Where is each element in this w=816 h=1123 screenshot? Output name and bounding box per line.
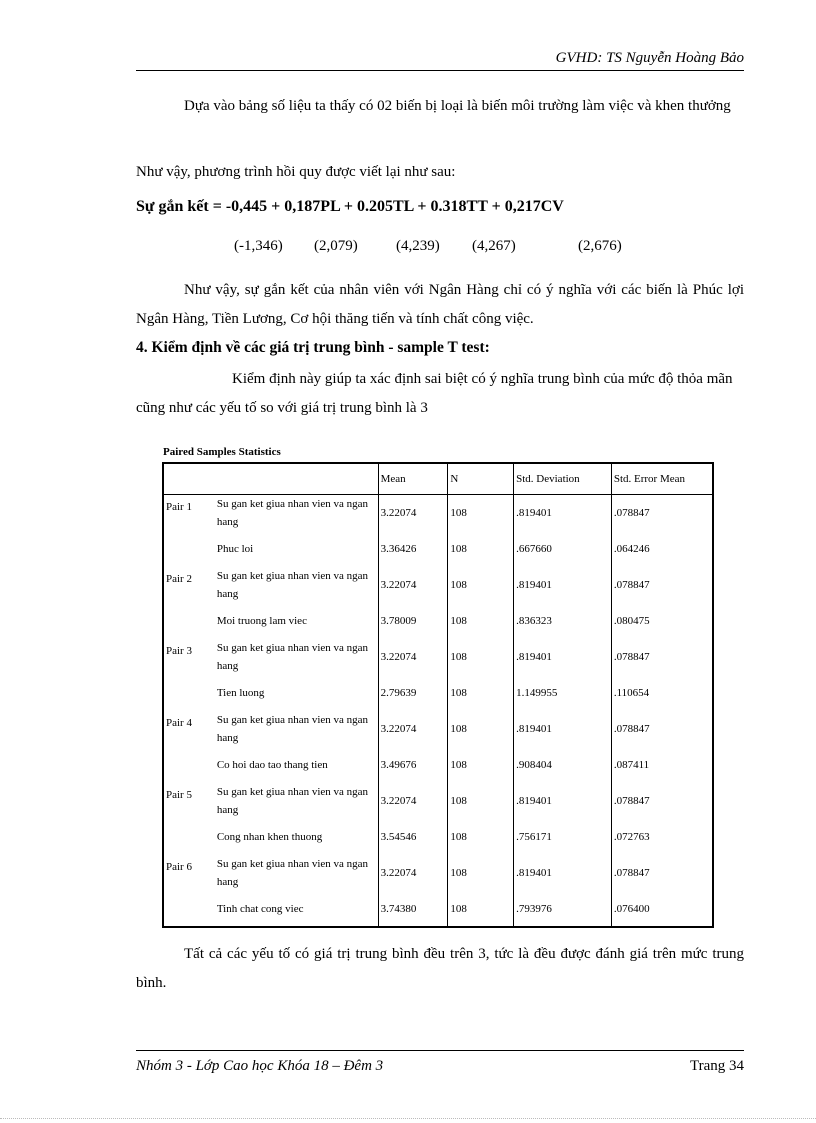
- footer-rule: [136, 1050, 744, 1051]
- table-row: [163, 747, 713, 783]
- std-error-mean-value: .078847: [611, 639, 713, 675]
- t-value-1: (-1,346): [234, 238, 283, 254]
- std-error-mean-value: .080475: [611, 603, 713, 639]
- variable-name: Su gan ket giua nhan vien va ngan hang: [216, 858, 369, 888]
- table-row: [163, 531, 713, 567]
- variable-name: Su gan ket giua nhan vien va ngan hang: [216, 642, 369, 672]
- column-header: N: [448, 463, 514, 495]
- page-edge: [0, 1118, 816, 1119]
- std-error-mean-value: .076400: [611, 891, 713, 927]
- std-deviation-value: .756171: [514, 819, 612, 855]
- t-value-3: (4,239): [396, 238, 440, 254]
- table-row: [163, 891, 713, 927]
- t-value-2: (2,079): [314, 238, 358, 254]
- table-row: [163, 855, 713, 891]
- table-row: [163, 711, 713, 747]
- n-value: 108: [448, 675, 514, 711]
- variable-name: Tinh chat cong viec: [216, 902, 304, 915]
- n-value: 108: [448, 711, 514, 747]
- std-deviation-value: .819401: [514, 567, 612, 603]
- regression-equation: Sự gắn kết = -0,445 + 0,187PL + 0.205TL + 0.318TT + 0,217CV: [136, 198, 564, 215]
- n-value: 108: [448, 819, 514, 855]
- column-header: Std. Error Mean: [611, 463, 713, 495]
- mean-value: 3.22074: [378, 639, 448, 675]
- std-deviation-value: .819401: [514, 711, 612, 747]
- paragraph-2: Như vậy, phương trình hồi quy được viết lại như sau:: [136, 164, 456, 180]
- mean-value: 3.78009: [378, 603, 448, 639]
- mean-value: 3.22074: [378, 495, 448, 532]
- table-row: [163, 783, 713, 819]
- std-deviation-value: .836323: [514, 603, 612, 639]
- header-rule: [136, 70, 744, 71]
- table-title: Paired Samples Statistics: [163, 446, 281, 458]
- t-value-4: (4,267): [472, 238, 516, 254]
- mean-value: 3.74380: [378, 891, 448, 927]
- mean-value: 3.22074: [378, 711, 448, 747]
- n-value: 108: [448, 639, 514, 675]
- paragraph-4: Kiểm định này giúp ta xác định sai biệt có ý nghĩa trung bình của mức độ thỏa mãn cũng như các yếu tố so với giá trị trung bình là 3: [136, 371, 733, 416]
- page-header: GVHD: TS Nguyễn Hoàng Bảo: [555, 50, 744, 66]
- paragraph-3: Như vậy, sự gắn kết của nhân viên với Ngân Hàng chỉ có ý nghĩa với các biến là Phúc lợi Ngân Hàng, Tiền Lương, Cơ hội thăng tiến và tính chất công việc.: [136, 282, 744, 327]
- paragraph-5: Tất cả các yếu tố có giá trị trung bình đều trên 3, tức là đều được đánh giá trên mức trung bình.: [136, 946, 744, 991]
- mean-value: 3.54546: [378, 819, 448, 855]
- t-value-5: (2,676): [578, 238, 622, 254]
- std-error-mean-value: .078847: [611, 711, 713, 747]
- std-error-mean-value: .078847: [611, 495, 713, 532]
- n-value: 108: [448, 567, 514, 603]
- n-value: 108: [448, 531, 514, 567]
- std-deviation-value: .793976: [514, 891, 612, 927]
- footer-left: Nhóm 3 - Lớp Cao học Khóa 18 – Đêm 3: [136, 1058, 384, 1074]
- std-deviation-value: .819401: [514, 783, 612, 819]
- std-deviation-value: 1.149955: [514, 675, 612, 711]
- pair-label: Pair 1: [166, 501, 192, 513]
- variable-name: Su gan ket giua nhan vien va ngan hang: [216, 714, 369, 744]
- pair-label: Pair 3: [166, 645, 192, 657]
- table-header-row: [163, 463, 713, 495]
- column-header: Mean: [378, 463, 448, 495]
- variable-name: Su gan ket giua nhan vien va ngan hang: [216, 786, 369, 816]
- std-deviation-value: .819401: [514, 639, 612, 675]
- variable-name: Moi truong lam viec: [216, 615, 307, 627]
- header-blank: [163, 463, 215, 495]
- std-error-mean-value: .087411: [611, 747, 713, 783]
- table-row: [163, 603, 713, 639]
- mean-value: 2.79639: [378, 675, 448, 711]
- pair-label: Pair 5: [166, 789, 192, 801]
- variable-name: Phuc loi: [216, 543, 254, 555]
- std-error-mean-value: .072763: [611, 819, 713, 855]
- table-row: [163, 639, 713, 675]
- table-row: [163, 495, 713, 532]
- table-row: [163, 567, 713, 603]
- mean-value: 3.22074: [378, 783, 448, 819]
- variable-name: Cong nhan khen thuong: [216, 831, 323, 843]
- n-value: 108: [448, 495, 514, 532]
- n-value: 108: [448, 747, 514, 783]
- table-row: [163, 675, 713, 711]
- variable-name: Su gan ket giua nhan vien va ngan hang: [216, 498, 369, 528]
- std-deviation-value: .819401: [514, 495, 612, 532]
- variable-name: Co hoi dao tao thang tien: [216, 759, 328, 771]
- header-blank: [215, 463, 378, 495]
- pair-label: Pair 6: [166, 861, 192, 873]
- table-row: [163, 819, 713, 855]
- mean-value: 3.22074: [378, 567, 448, 603]
- section-heading-4: 4. Kiểm định về các giá trị trung bình - sample T test:: [136, 339, 490, 356]
- mean-value: 3.49676: [378, 747, 448, 783]
- page-number: Trang 34: [689, 1058, 744, 1074]
- pair-label: Pair 2: [166, 573, 192, 585]
- variable-name: Su gan ket giua nhan vien va ngan hang: [216, 570, 369, 600]
- std-error-mean-value: .078847: [611, 783, 713, 819]
- column-header: Std. Deviation: [514, 463, 612, 495]
- std-deviation-value: .667660: [514, 531, 612, 567]
- paired-samples-table: [162, 462, 714, 928]
- mean-value: 3.36426: [378, 531, 448, 567]
- n-value: 108: [448, 855, 514, 891]
- std-error-mean-value: .078847: [611, 855, 713, 891]
- variable-name: Tien luong: [216, 687, 265, 699]
- std-error-mean-value: .110654: [611, 675, 713, 711]
- paragraph-1: Dựa vào bảng số liệu ta thấy có 02 biến bị loại là biến môi trường làm việc và khen thưởng: [184, 98, 731, 114]
- std-error-mean-value: .064246: [611, 531, 713, 567]
- std-deviation-value: .908404: [514, 747, 612, 783]
- n-value: 108: [448, 603, 514, 639]
- mean-value: 3.22074: [378, 855, 448, 891]
- std-deviation-value: .819401: [514, 855, 612, 891]
- std-error-mean-value: .078847: [611, 567, 713, 603]
- pair-label: Pair 4: [166, 717, 192, 729]
- n-value: 108: [448, 891, 514, 927]
- n-value: 108: [448, 783, 514, 819]
